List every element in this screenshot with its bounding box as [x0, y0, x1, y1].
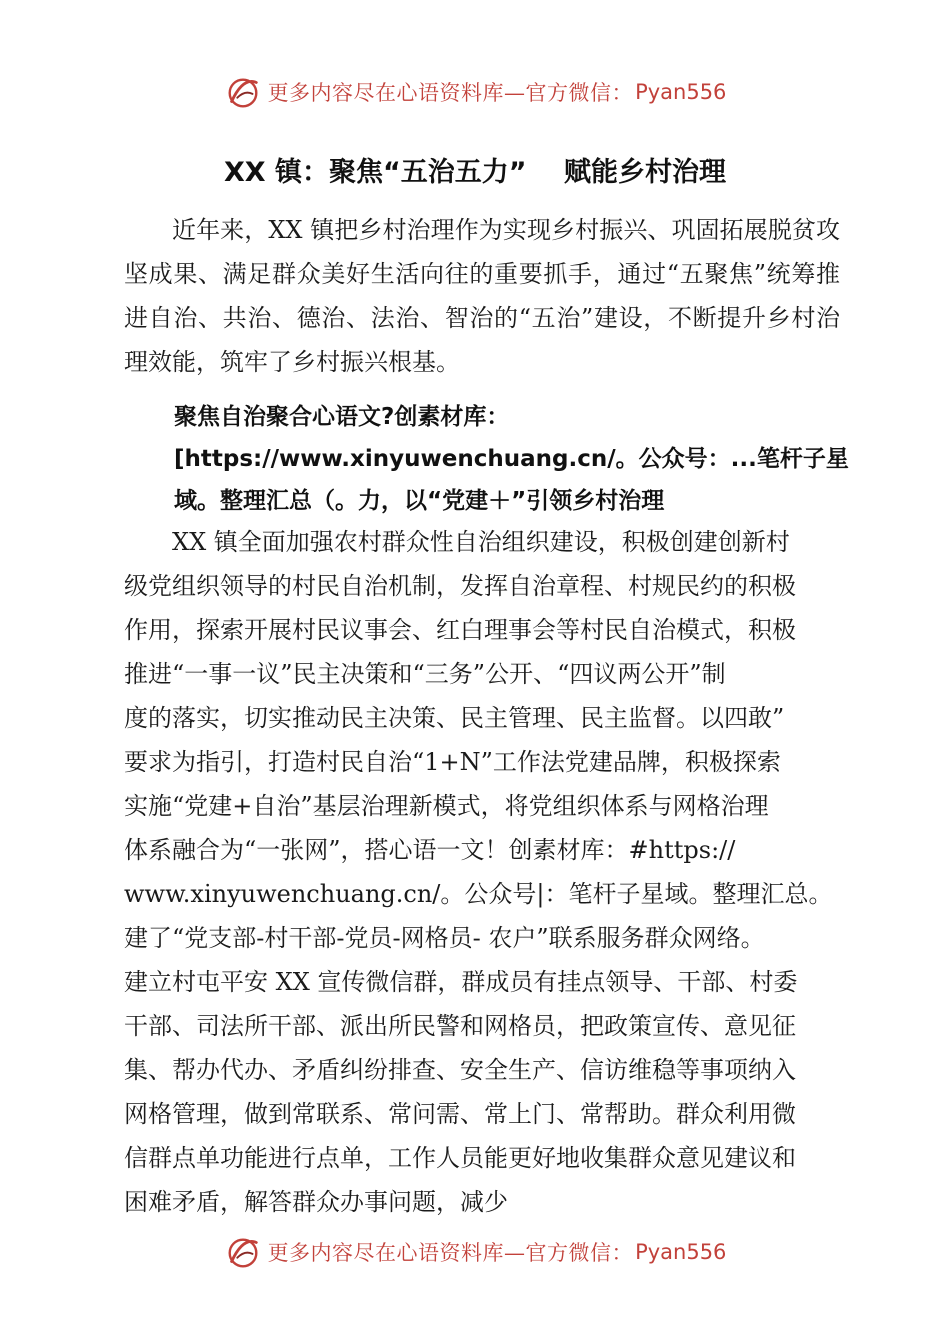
banner-wechat-id: Pyan556 [635, 80, 727, 104]
body-line: 干部、司法所干部、派出所民警和网格员，把政策宣传、意见征 [124, 1012, 796, 1040]
body-line: 要求为指引，打造村民自治“1+N”工作法党建品牌，积极探索 [124, 748, 781, 776]
body-paragraph [124, 520, 840, 1224]
body-line: 信群点单功能进行点单，工作人员能更好地收集群众意见建议和 [124, 1144, 796, 1172]
body-line: 体系融合为“一张网”，搭心语一文！创素材库：#https:// [124, 836, 736, 864]
document-title: XX 镇：聚焦“五治五力” 赋能乡村治理 [223, 157, 727, 188]
banner-text: 更多内容尽在心语资料库—官方微信： [267, 1241, 634, 1265]
footer-watermark-banner [0, 1230, 950, 1274]
body-line: 作用，探索开展村民议事会、红白理事会等村民自治模式，积极 [124, 616, 796, 644]
body-line: 度的落实，切实推动民主决策、民主管理、民主监督。以四敢” [124, 704, 785, 732]
logo-icon [224, 73, 262, 111]
body-line: www.xinyuwenchuang.cn/。公众号|：笔杆子星域。整理汇总。 [124, 880, 833, 908]
body-line: 级党组织领导的村民自治机制，发挥自治章程、村规民约的积极 [124, 572, 796, 600]
body-line: 实施“党建+自治”基层治理新模式，将党组织体系与网格治理 [124, 792, 769, 820]
logo-icon [224, 1233, 262, 1271]
header-watermark-banner [0, 70, 950, 114]
intro-paragraph: 近年来，XX 镇把乡村治理作为实现乡村振兴、巩固拓展脱贫攻坚成果、满足群众美好生活向往的重要抓手，通过“五聚焦”统筹推进自治、共治、德治、法治、智治的“五治”建设，不断提升乡村治理效能，筑牢了乡村振兴根基。 [124, 216, 840, 376]
body-line: 网格管理，做到常联系、常问需、常上门、常帮助。群众利用微 [124, 1100, 796, 1128]
body-line: 建了“党支部-村干部-党员-网格员- 农户”联系服务群众网络。 [124, 924, 765, 952]
body-line: 推进“一事一议”民主决策和“三务”公开、“四议两公开”制 [124, 660, 726, 688]
section-heading: 聚焦自治聚合心语文?创素材库：[https://www.xinyuwenchuang.cn/。公众号：...笔杆子星域。整理汇总（。力，以“党建＋”引领乡村治理 [174, 404, 849, 514]
banner-text: 更多内容尽在心语资料库—官方微信： [267, 81, 634, 105]
body-line: 集、帮办代办、矛盾纠纷排查、安全生产、信访维稳等事项纳入 [124, 1056, 796, 1084]
body-line: 建立村屯平安 XX 宣传微信群，群成员有挂点领导、干部、村委 [124, 968, 798, 996]
body-line: 困难矛盾，解答群众办事问题，减少 [124, 1188, 508, 1216]
body-line: XX 镇全面加强农村群众性自治组织建设，积极创建创新村 [172, 528, 790, 556]
banner-wechat-id: Pyan556 [635, 1240, 727, 1264]
